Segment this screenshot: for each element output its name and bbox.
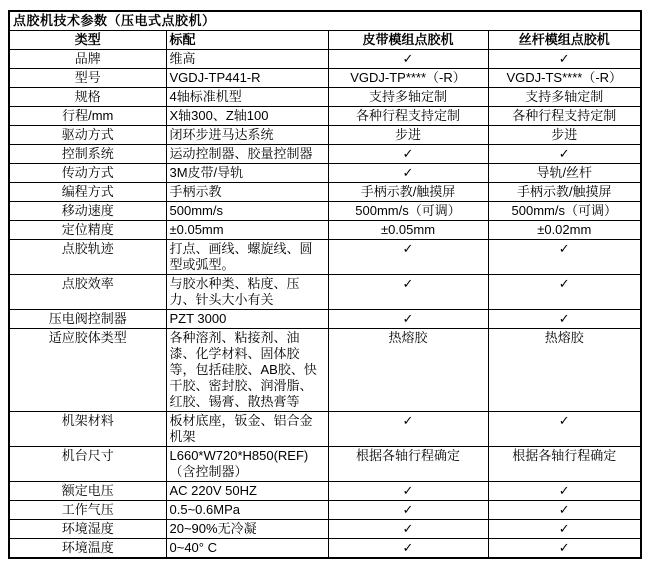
value-cell: ✓ xyxy=(328,145,488,164)
table-row xyxy=(9,412,641,447)
table-row xyxy=(9,447,641,482)
value-cell: 与胶水种类、粘度、压力、针头大小有关 xyxy=(166,275,328,310)
table-row xyxy=(9,88,641,107)
row-label-cell: 传动方式 xyxy=(9,164,166,183)
value-cell: PZT 3000 xyxy=(166,310,328,329)
value-cell: 500mm/s（可调） xyxy=(328,202,488,221)
value-cell: 4轴标准机型 xyxy=(166,88,328,107)
value-cell: ✓ xyxy=(328,520,488,539)
table-row xyxy=(9,145,641,164)
value-cell: VGDJ-TS****（-R） xyxy=(488,69,641,88)
value-cell: ✓ xyxy=(488,520,641,539)
value-cell: ✓ xyxy=(328,501,488,520)
value-cell: ✓ xyxy=(328,50,488,69)
value-cell: ✓ xyxy=(328,164,488,183)
value-cell: ✓ xyxy=(488,310,641,329)
row-label-cell: 适应胶体类型 xyxy=(9,329,166,412)
table-row xyxy=(9,501,641,520)
value-cell: ±0.05mm xyxy=(328,221,488,240)
value-cell: 各种行程支持定制 xyxy=(328,107,488,126)
table-row xyxy=(9,107,641,126)
row-label-cell: 环境温度 xyxy=(9,539,166,559)
value-cell: 各种行程支持定制 xyxy=(488,107,641,126)
row-label-cell: 驱动方式 xyxy=(9,126,166,145)
value-cell: ✓ xyxy=(328,482,488,501)
header-row xyxy=(9,31,641,50)
value-cell: 步进 xyxy=(328,126,488,145)
value-cell: ±0.05mm xyxy=(166,221,328,240)
column-header-screw: 丝杆模组点胶机 xyxy=(488,31,641,50)
column-header-standard: 标配 xyxy=(166,31,328,50)
value-cell: 各种溶剂、粘接剂、油漆、化学材料、固体胶等，包括硅胶、AB胶、快干胶、密封胶、润滑脂、红胶、锡膏、散热膏等 xyxy=(166,329,328,412)
value-cell: ✓ xyxy=(488,145,641,164)
value-cell: 0.5~0.6MPa xyxy=(166,501,328,520)
table-row xyxy=(9,539,641,559)
table-row xyxy=(9,164,641,183)
row-label-cell: 移动速度 xyxy=(9,202,166,221)
value-cell: X轴300、Z轴100 xyxy=(166,107,328,126)
row-label-cell: 额定电压 xyxy=(9,482,166,501)
table-row xyxy=(9,240,641,275)
value-cell: 500mm/s（可调） xyxy=(488,202,641,221)
table-row xyxy=(9,329,641,412)
value-cell: 支持多轴定制 xyxy=(328,88,488,107)
value-cell: ✓ xyxy=(488,412,641,447)
value-cell: VGDJ-TP441-R xyxy=(166,69,328,88)
value-cell: 手柄示教 xyxy=(166,183,328,202)
column-header-belt: 皮带模组点胶机 xyxy=(328,31,488,50)
value-cell: ✓ xyxy=(488,539,641,559)
value-cell: 20~90%无冷凝 xyxy=(166,520,328,539)
table-title: 点胶机技术参数（压电式点胶机） xyxy=(9,11,641,31)
value-cell: 热熔胶 xyxy=(488,329,641,412)
value-cell: ✓ xyxy=(328,240,488,275)
value-cell: ✓ xyxy=(488,240,641,275)
value-cell: 3M皮带/导轨 xyxy=(166,164,328,183)
table-row xyxy=(9,202,641,221)
value-cell: 根据各轴行程确定 xyxy=(488,447,641,482)
value-cell: ✓ xyxy=(488,482,641,501)
row-label-cell: 点胶轨迹 xyxy=(9,240,166,275)
value-cell: ✓ xyxy=(328,310,488,329)
value-cell: VGDJ-TP****（-R） xyxy=(328,69,488,88)
value-cell: ✓ xyxy=(328,412,488,447)
row-label-cell: 压电阀控制器 xyxy=(9,310,166,329)
value-cell: 闭环步进马达系统 xyxy=(166,126,328,145)
value-cell: ✓ xyxy=(488,50,641,69)
row-label-cell: 规格 xyxy=(9,88,166,107)
spec-table xyxy=(8,10,642,559)
value-cell: 0~40° C xyxy=(166,539,328,559)
row-label-cell: 机台尺寸 xyxy=(9,447,166,482)
row-label-cell: 控制系统 xyxy=(9,145,166,164)
value-cell: ✓ xyxy=(328,275,488,310)
table-row xyxy=(9,183,641,202)
table-row xyxy=(9,69,641,88)
table-row xyxy=(9,310,641,329)
row-label-cell: 品牌 xyxy=(9,50,166,69)
value-cell: AC 220V 50HZ xyxy=(166,482,328,501)
value-cell: 热熔胶 xyxy=(328,329,488,412)
row-label-cell: 工作气压 xyxy=(9,501,166,520)
row-label-cell: 型号 xyxy=(9,69,166,88)
value-cell: ✓ xyxy=(488,275,641,310)
value-cell: 根据各轴行程确定 xyxy=(328,447,488,482)
row-label-cell: 定位精度 xyxy=(9,221,166,240)
title-row xyxy=(9,11,641,31)
value-cell: 500mm/s xyxy=(166,202,328,221)
value-cell: ±0.02mm xyxy=(488,221,641,240)
value-cell: 板材底座，钣金、铝合金机架 xyxy=(166,412,328,447)
row-label-cell: 环境湿度 xyxy=(9,520,166,539)
table-row xyxy=(9,482,641,501)
value-cell: 手柄示教/触摸屏 xyxy=(488,183,641,202)
value-cell: 步进 xyxy=(488,126,641,145)
table-row xyxy=(9,50,641,69)
row-label-cell: 点胶效率 xyxy=(9,275,166,310)
table-row xyxy=(9,520,641,539)
value-cell: ✓ xyxy=(328,539,488,559)
table-row xyxy=(9,221,641,240)
column-header-type: 类型 xyxy=(9,31,166,50)
value-cell: 支持多轴定制 xyxy=(488,88,641,107)
row-label-cell: 机架材料 xyxy=(9,412,166,447)
row-label-cell: 编程方式 xyxy=(9,183,166,202)
value-cell: 导轨/丝杆 xyxy=(488,164,641,183)
value-cell: 打点、画线、螺旋线、圆型或弧型。 xyxy=(166,240,328,275)
value-cell: 运动控制器、胶量控制器 xyxy=(166,145,328,164)
value-cell: 手柄示教/触摸屏 xyxy=(328,183,488,202)
table-row xyxy=(9,126,641,145)
table-row xyxy=(9,275,641,310)
spec-table-body xyxy=(9,50,641,559)
value-cell: ✓ xyxy=(488,501,641,520)
value-cell: L660*W720*H850(REF)（含控制器） xyxy=(166,447,328,482)
value-cell: 维高 xyxy=(166,50,328,69)
row-label-cell: 行程/mm xyxy=(9,107,166,126)
